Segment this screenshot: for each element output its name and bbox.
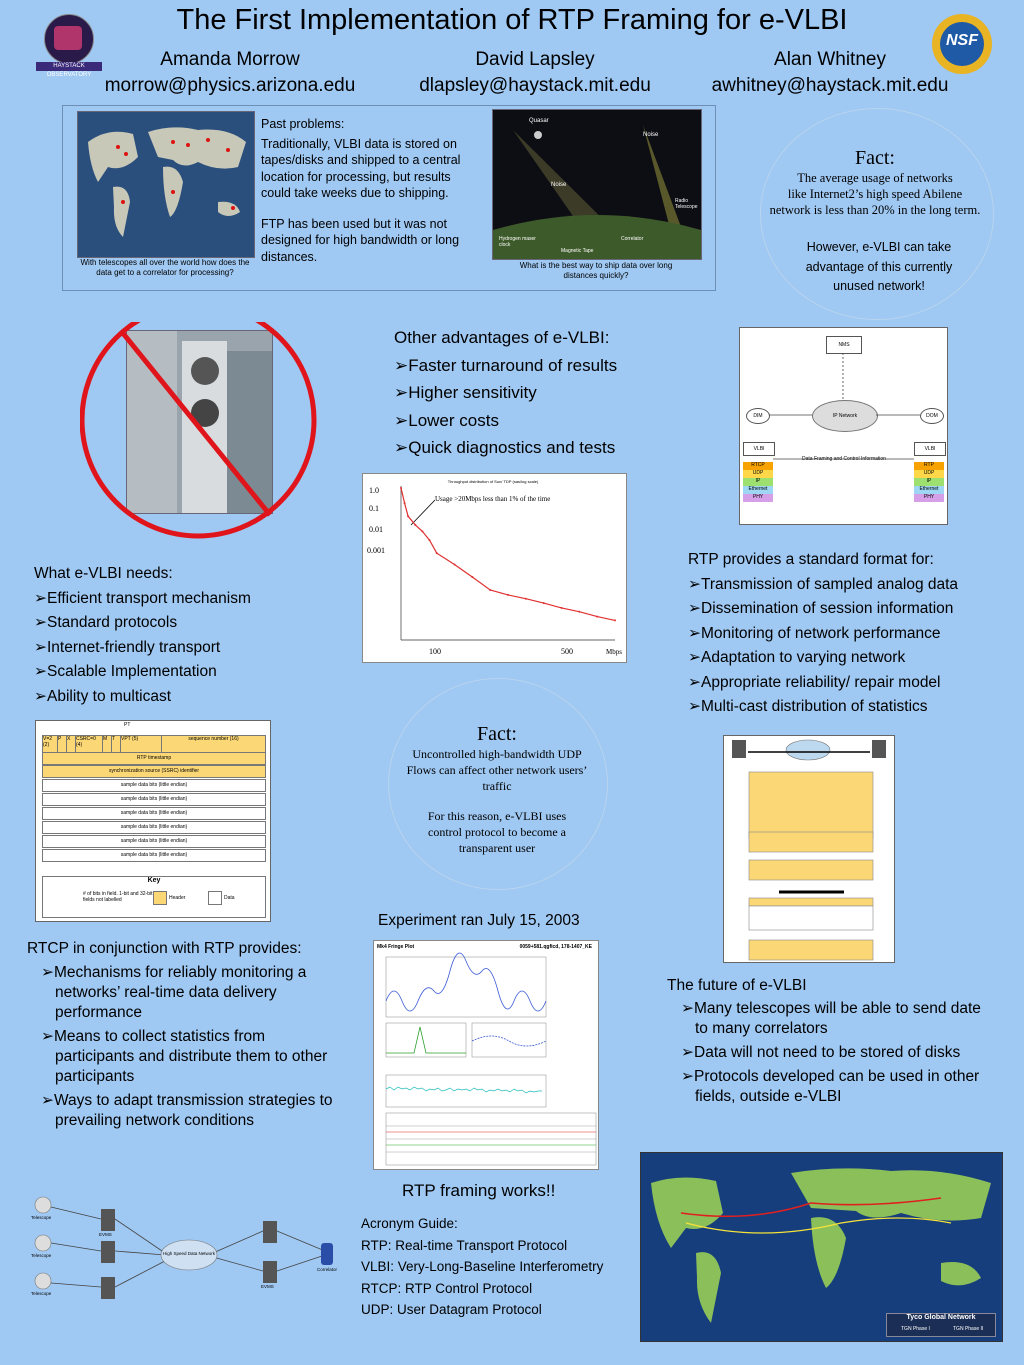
acronym-item: VLBI: Very-Long-Baseline Interferometry	[361, 1259, 604, 1274]
chart-title: Throughput distribution of Sun/ TDP (sas/log scale)	[447, 479, 539, 484]
header-row-1: V=2 (2) P X CSRC=0 (4) M T VPT (5) sequence number (16)	[42, 735, 266, 753]
telescope-label: Telescope	[31, 1215, 52, 1220]
need-item: ➢Scalable Implementation	[34, 663, 217, 680]
author-3	[690, 47, 970, 99]
label-noise-2: Noise	[551, 182, 567, 188]
key-data-swatch	[208, 891, 222, 905]
usage-data-point	[454, 564, 456, 566]
usage-data-point	[436, 552, 438, 554]
usage-data-point	[578, 611, 580, 613]
data-row: sample data bits (little endian)	[42, 793, 266, 806]
rtp-item: ➢Appropriate reliability/ repair model	[688, 673, 941, 691]
fact-1-statement-line-2: advantage of this currently	[805, 259, 953, 274]
experiment-heading: Experiment ran July 15, 2003	[378, 912, 580, 929]
y-tick-label: 0.001	[367, 546, 385, 555]
label-quasar: Quasar	[529, 118, 549, 124]
author-name: David Lapsley	[475, 49, 595, 70]
y-tick-label: 0.01	[369, 525, 383, 534]
usage-data-point	[429, 539, 431, 541]
rtcp-item: ➢Ways to adapt transmission strategies to prevailing network conditions	[41, 1092, 333, 1129]
dom-node: DOM	[920, 408, 944, 424]
label-magnetic-tape: Magnetic Tape	[561, 248, 594, 254]
fact-1-statement-line-3: unused network!	[833, 279, 925, 293]
future-heading: The future of e-VLBI	[667, 977, 807, 994]
label-radio-telescope: Radio Telescope	[675, 198, 698, 210]
rtp-item: ➢Transmission of sampled analog data	[688, 575, 959, 593]
need-item: ➢Efficient transport mechanism	[34, 589, 251, 607]
topology-cloud-label: High Speed Data Network	[162, 1251, 216, 1256]
usage-data-point	[414, 524, 416, 526]
ip-cloud: IP Network	[812, 400, 878, 432]
pt-label: PT	[124, 722, 131, 728]
usage-data-point	[525, 598, 527, 600]
usage-data-point	[561, 607, 563, 609]
fringe-plot-title: Mk4 Fringe Plot	[377, 944, 415, 950]
fact-2-line-2: Flows can affect other network users’	[406, 763, 588, 777]
correlator-label: Correlator	[317, 1267, 338, 1272]
usage-data-point	[596, 616, 598, 618]
key-title: Key	[147, 877, 161, 884]
need-item: ➢Ability to multicast	[34, 687, 172, 705]
usage-chart	[362, 473, 627, 663]
usage-data-point	[421, 530, 423, 532]
tyco-title: Tyco Global Network	[906, 1314, 976, 1321]
fact-1-line-2: like Internet2’s high speed Abilene	[787, 187, 963, 201]
fact-1-statement-line-1: However, e-VLBI can take	[806, 240, 952, 254]
packet-key	[42, 876, 266, 918]
world-map-image	[77, 111, 255, 258]
rtcp-item: ➢Means to collect statistics from participants and distribute them to other participants	[41, 1028, 328, 1085]
chart-annotation: Usage >20Mbps less than 1% of the time	[435, 495, 551, 503]
future-item: ➢Protocols developed can be used in other fields, outside e-VLBI	[681, 1068, 980, 1105]
rtcp-list	[27, 938, 337, 1135]
y-tick-label: 1.0	[369, 486, 379, 495]
telescope-label: Telescope	[31, 1291, 52, 1296]
key-header-swatch	[153, 891, 167, 905]
rtcp-item: ➢Mechanisms for reliably monitoring a networks’ real-time data delivery performance	[41, 964, 307, 1021]
usage-data-point	[543, 602, 545, 604]
dim-node: DIM	[746, 408, 770, 424]
problems-heading: Past problems:	[261, 117, 345, 131]
server-label: EVMS	[261, 1284, 274, 1289]
timestamp-row: RTP timestamp	[42, 752, 266, 765]
author-name: Amanda Morrow	[160, 49, 300, 70]
usage-data-point	[407, 515, 409, 517]
needs-list	[34, 562, 334, 709]
label-correlator: Correlator	[621, 236, 644, 242]
data-row: sample data bits (little endian)	[42, 821, 266, 834]
future-item: ➢Data will not need to be stored of disks	[681, 1044, 961, 1061]
fact-1-line-3: network is less than 20% in the long term.	[769, 203, 981, 217]
tyco-legend	[886, 1313, 996, 1337]
label-noise-1: Noise	[643, 132, 659, 138]
tyco-legend-phase-2: TGN Phase II	[953, 1326, 984, 1332]
data-row: sample data bits (little endian)	[42, 849, 266, 862]
key-bits: # of bits in field. 1-bit and 32-bit fields not labelled	[83, 891, 153, 903]
tyco-legend-phase-1: TGN Phase I	[901, 1326, 930, 1332]
stack-right: RTP UDP IP Ethernet PHY	[914, 462, 944, 502]
fact-2	[388, 722, 606, 856]
future-list	[667, 975, 997, 1111]
rtcp-heading: RTCP in conjunction with RTP provides:	[27, 940, 302, 957]
key-header: Header	[169, 895, 186, 901]
fact-1-title: Fact:	[855, 147, 895, 169]
data-row: sample data bits (little endian)	[42, 835, 266, 848]
fringe-plot-id: 0059+581.qgficd, 178-1407_KE	[519, 944, 592, 950]
author-email: morrow@physics.arizona.edu	[104, 75, 356, 96]
usage-chart-svg	[363, 474, 626, 662]
rtp-item: ➢Multi-cast distribution of statistics	[688, 698, 928, 715]
advantage-item: ➢Faster turnaround of results	[394, 355, 618, 375]
acronym-guide	[361, 1213, 641, 1321]
need-item: ➢Internet-friendly transport	[34, 638, 221, 656]
data-row: sample data bits (little endian)	[42, 779, 266, 792]
x-tick-label: 100	[429, 647, 441, 656]
advantage-item: ➢Quick diagnostics and tests	[394, 438, 616, 457]
author-email: awhitney@haystack.mit.edu	[711, 75, 949, 96]
rtp-item: ➢Monitoring of network performance	[688, 624, 941, 642]
space-caption: What is the best way to ship data over long distances quickly?	[519, 261, 673, 280]
nsf-logo-text: NSF	[946, 32, 978, 49]
rtp-provides-list	[688, 548, 1008, 720]
network-links	[740, 328, 947, 524]
future-item: ➢Many telescopes will be able to send date to many correlators	[681, 1000, 981, 1037]
usage-data-point	[400, 487, 402, 489]
space-illustration	[492, 109, 702, 260]
nms-box: NMS	[826, 336, 862, 354]
fact-1	[755, 146, 995, 218]
fact-2-statement-2: control protocol to become a	[428, 825, 566, 839]
label-maser: Hydrogen maser clock	[499, 236, 536, 248]
fringe-plot	[373, 940, 599, 1170]
fact-2-line-3: traffic	[482, 779, 512, 793]
fact-1-line-1: The average usage of networks	[797, 171, 953, 185]
usage-series-line	[401, 488, 615, 620]
vlbi-left: VLBI	[743, 442, 775, 456]
advantage-item: ➢Higher sensitivity	[394, 383, 537, 402]
no-sign-icon	[80, 322, 320, 562]
rtp-item: ➢Dissemination of session information	[688, 600, 954, 617]
needs-heading: What e-VLBI needs:	[34, 565, 173, 582]
ssrc-row: synchronization source (SSRC) identifier	[42, 765, 266, 778]
rtp-item: ➢Adaptation to varying network	[688, 649, 906, 666]
author-2	[385, 47, 685, 99]
haystack-logo-text: HAYSTACK OBSERVATORY	[36, 62, 102, 71]
acronym-item: UDP: User Datagram Protocol	[361, 1302, 542, 1317]
y-tick-label: 0.1	[369, 504, 379, 513]
network-diagram	[739, 327, 948, 525]
usage-series	[400, 487, 616, 621]
usage-data-point	[614, 619, 616, 621]
fact-2-statement-1: For this reason, e-VLBI uses	[427, 809, 567, 823]
x-unit-label: Mbps	[606, 648, 622, 656]
key-data: Data	[224, 895, 235, 901]
fact-2-statement-3: transparent user	[458, 841, 536, 855]
advantages-list	[394, 324, 694, 462]
data-row: sample data bits (little endian)	[42, 807, 266, 820]
fact-1-statement	[760, 238, 998, 297]
telescope-label: Telescope	[31, 1253, 52, 1258]
acronym-item: RTP: Real-time Transport Protocol	[361, 1237, 568, 1253]
problems-paragraph-2: FTP has been used but it was not designed for high bandwidth or long distances.	[261, 216, 460, 264]
x-tick-label: 500	[561, 647, 573, 656]
acronym-item: RTCP: RTP Control Protocol	[361, 1280, 533, 1296]
author-email: dlapsley@haystack.mit.edu	[419, 75, 651, 96]
poster-title: The First Implementation of RTP Framing for e-VLBI	[176, 4, 848, 36]
rtp-packet-diagram	[35, 720, 271, 922]
server-label: EVMS	[99, 1232, 112, 1237]
usage-data-point	[404, 502, 406, 504]
usage-data-point	[471, 576, 473, 578]
stack-left: RTCP UDP IP Ethernet PHY	[743, 462, 773, 502]
annotation-arrow	[411, 500, 435, 525]
vlbi-right: VLBI	[914, 442, 946, 456]
author-name: Alan Whitney	[774, 49, 886, 70]
rtcp-packets-diagram	[723, 735, 895, 963]
usage-data-point	[489, 589, 491, 591]
rtp-framing-works: RTP framing works!!	[402, 1181, 556, 1200]
topology-diagram	[25, 1195, 347, 1350]
fact-2-line-1: Uncontrolled high-bandwidth UDP	[412, 747, 582, 761]
advantages-heading: Other advantages of e-VLBI:	[394, 328, 610, 347]
rtp-provides-heading: RTP provides a standard format for:	[688, 551, 934, 568]
map-caption: With telescopes all over the world how does the data get to a correlator for processing?	[80, 258, 250, 277]
acronym-heading: Acronym Guide:	[361, 1216, 458, 1231]
author-1	[80, 47, 380, 99]
problems-paragraph-1: Traditionally, VLBI data is stored on tapes/disks and shipped to a central location for processing, but results could take weeks due to shipping.	[261, 136, 461, 200]
need-item: ➢Standard protocols	[34, 614, 178, 631]
advantage-item: ➢Lower costs	[394, 410, 499, 430]
tyco-network-map	[640, 1152, 1003, 1342]
usage-data-point	[507, 594, 509, 596]
problems-text	[261, 116, 471, 265]
fact-2-title: Fact:	[477, 723, 517, 745]
framing-label: Data Framing and Control Information	[802, 456, 886, 462]
